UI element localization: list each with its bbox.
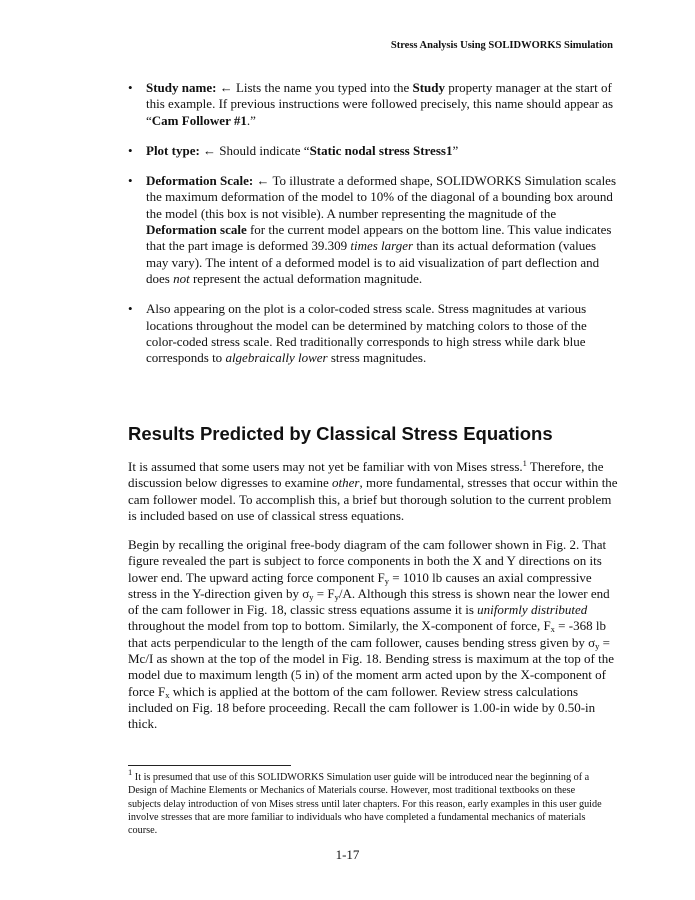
paragraph-intro: It is assumed that some users may not yet be familiar with von Mises stress.$^1$ Therefore, the discussion below digresses to examine other, more fundamental, stresses that occur within the cam follower model. To accomplish this, a brief but thorough solution to the current problem is included based on use of classical stress equations. — [128, 458, 618, 523]
bullet-list — [128, 80, 617, 379]
term-study-name: Study name: — [146, 80, 217, 95]
footnote: $^1$ It is presumed that use of this SOLIDWORKS Simulation user guide will be introduced near the beginning of a Design of Machine Elements or Mechanics of Materials course. However, most traditional textbooks on these subjects delay introduction of von Mises stress until later chapters. For this reason, early examples in this user guide involve stresses that are more familiar to individuals who have completed a fundamental mechanics of materials course. — [128, 767, 602, 837]
study-name-value: Cam Follower #1 — [151, 112, 247, 128]
plot-type-value: Static nodal stress Stress1 — [309, 142, 453, 158]
left-arrow-icon: ← — [219, 80, 233, 95]
bullet-item-study-name: • Study name: ← Lists the name you typed into the Study property manager at the start of this example. If previous instructions were followed precisely, this name should appear as “Cam Follower #1.” — [128, 80, 614, 128]
left-arrow-icon: ← — [203, 142, 217, 158]
term-plot-type: Plot type: — [146, 142, 200, 158]
bullet-item-plot-type: • Plot type: ← Should indicate “Static nodal stress Stress1” — [128, 142, 459, 158]
footnote-mark: 1 — [128, 767, 133, 777]
footnote-reference[interactable]: 1 — [522, 458, 527, 468]
bullet-dot-icon: • — [128, 173, 133, 189]
footnote-divider — [128, 765, 291, 766]
running-header: Stress Analysis Using SOLIDWORKS Simulation — [390, 40, 613, 51]
bullet-dot-icon: • — [128, 80, 133, 95]
left-arrow-icon: ← — [256, 173, 270, 189]
paragraph-analysis: Begin by recalling the original free-body diagram of the cam follower shown in Fig. 2. That figure revealed the part is subject to force components in both the X and Y directions on its lower end. The upward acting force component $F_y = 1010$ lb causes an axial compressive stress in the Y-direction given by $\sigma_y = F_y/A$. Although this stress is shown near the lower end of the cam follower in Fig. 18, classic stress equations assume it is uniformly distributed throughout the model from top to bottom. Similarly, the X-component of force, $F_x = -368$ lb that acts perpendicular to the length of the cam follower, causes bending stress given by $\sigma_y = Mc/I$ as shown at the top of the model in Fig. 18. Bending stress is maximum at the top of the model due to maximum length (5 in) of the moment arm acted upon by the X-component of force $F_x$ which is applied at the bottom of the cam follower. Review stress calculations included on Fig. 18 before proceeding. Recall the cam follower is 1.00-in wide by 0.50-in thick. — [128, 537, 614, 732]
bullet-item-color-scale: • Also appearing on the plot is a color-coded stress scale. Stress magnitudes at various locations throughout the model can be determined by matching colors to those of the color-coded stress scale. Red traditionally corresponds to high stress while dark blue corresponds to algebraically lower stress magnitudes. — [128, 301, 587, 366]
bullet-item-deformation-scale: • Deformation Scale: ← To illustrate a deformed shape, SOLIDWORKS Simulation scales the maximum deformation of the model to 10% of the diagonal of a bounding box around the model (this box is not visible). A number representing the magnitude of the Deformation scale for the current model appears on the bottom line. This value indicates that the part image is deformed 39.309 times larger than its actual deformation (values may vary). The intent of a deformed model is to aid visualization of part deflection and does not represent the actual deformation magnitude. — [128, 173, 617, 286]
bullet-dot-icon: • — [128, 301, 133, 317]
section-heading: Results Predicted by Classical Stress Equations — [128, 423, 553, 444]
bullet-dot-icon: • — [128, 142, 133, 158]
term-deformation-scale: Deformation Scale: — [146, 173, 254, 189]
page-number: 1-17 — [335, 847, 360, 862]
